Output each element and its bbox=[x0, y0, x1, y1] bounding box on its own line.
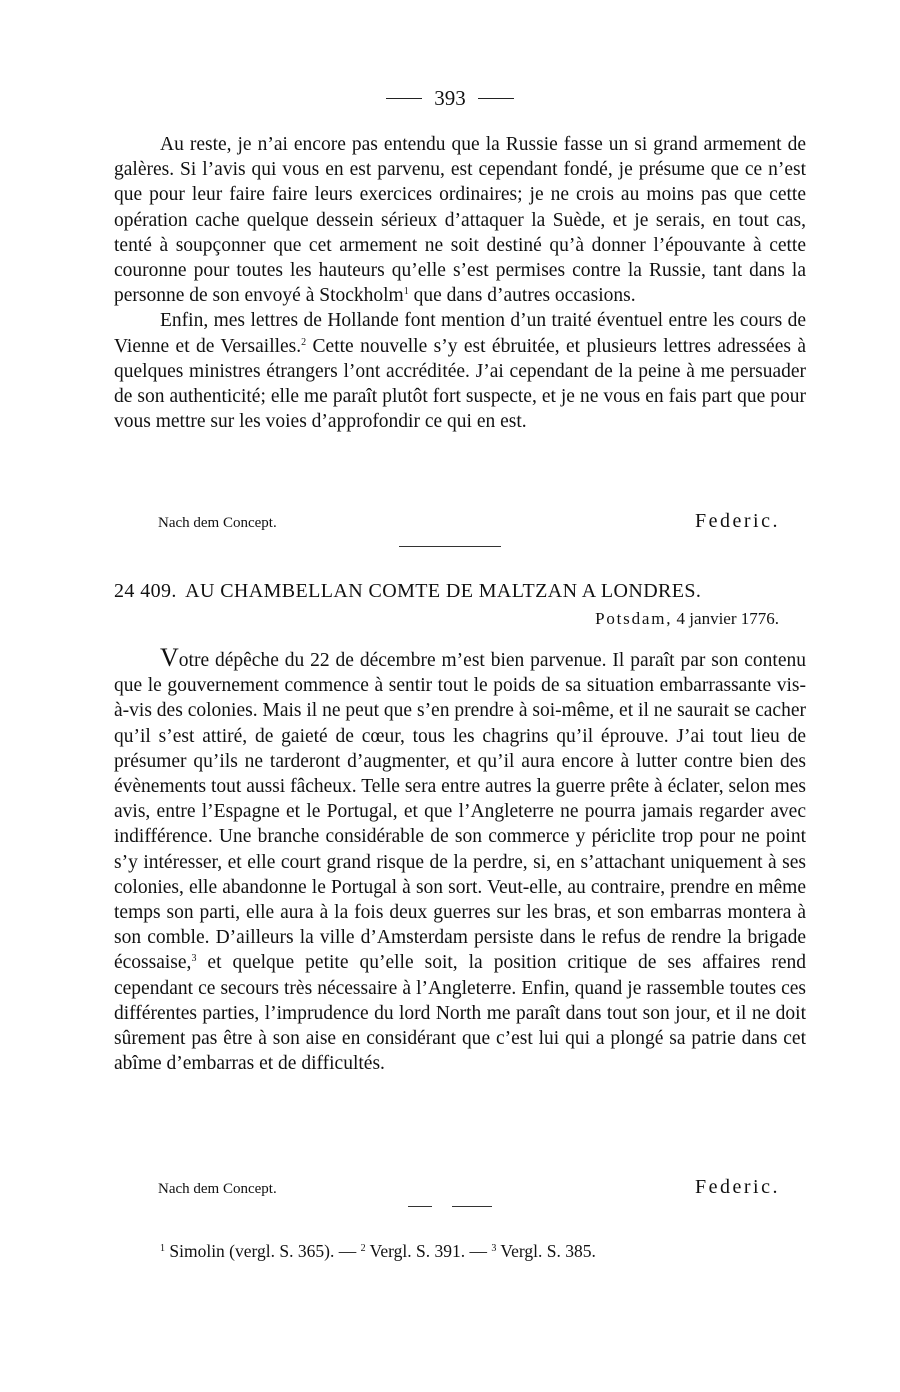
letter-title: AU CHAMBELLAN COMTE DE MALTZAN A LONDRES. bbox=[185, 580, 702, 602]
letter-heading bbox=[114, 578, 806, 604]
letter-1-paragraph-2: Enfin, mes lettres de Hollande font mention d’un traité éventuel entre les cours de Vienne et de Versailles.$^2$ Cette nouvelle s’y est ébruitée, et plusieurs lettres adressées à quelques ministres étrangers l’ont accréditée. J’ai cependant de la peine à me persuader de son authenticité; elle me paraît plutôt fort suspecte, et je ne vous en fais part que pour vous mettre sur les voies d’approfondir ce qui en est. bbox=[114, 310, 807, 433]
letter-1-paragraph-1: Au reste, je n’ai encore pas entendu que la Russie fasse un si grand armement de galères. Si l’avis qui vous en est parvenu, est cependant fondé, je présume que ce n’est que pour leur faire faire leurs exercices ordinaires; je ne crois au moins pas que cette opération cache quelque dessein sérieux d’attaquer la Suède, et je serais, en tout cas, tenté à soupçonner que cet armement ne soit destiné qu’à donner l’épouvante à cette couronne pour toutes les hauteurs qu’elle s’est permises contre la Russie, tant dans la personne de son envoyé à Stockholm$^1$ que dans d’autres occasions. bbox=[114, 134, 806, 307]
section-separator bbox=[399, 546, 501, 547]
source-note: Nach dem Concept. bbox=[158, 1181, 277, 1197]
letter-1-body bbox=[114, 132, 806, 434]
footnote-separator bbox=[0, 1206, 900, 1207]
page-number: 393 bbox=[434, 86, 466, 110]
source-note: Nach dem Concept. bbox=[158, 515, 277, 531]
header-rule-right bbox=[478, 98, 514, 99]
signature: Federic. bbox=[695, 510, 780, 532]
page-header bbox=[0, 86, 900, 110]
letter-2-body bbox=[114, 645, 806, 1076]
footnote-2: $^2$ Vergl. S. 391. bbox=[360, 1241, 466, 1261]
dateline bbox=[0, 607, 779, 631]
footnote-3: $^3$ Vergl. S. 385. bbox=[491, 1241, 596, 1261]
footnotes bbox=[160, 1239, 780, 1263]
letter-1-closing bbox=[114, 510, 780, 533]
footnote-ref-3: 3 bbox=[191, 953, 197, 965]
letter-number: 24 409. bbox=[114, 580, 177, 602]
footnote-1: $^1$ Simolin (vergl. S. 365). bbox=[160, 1241, 335, 1261]
dateline-date: 4 janvier 1776. bbox=[676, 609, 779, 628]
header-rule-left bbox=[386, 98, 422, 99]
footnote-dash: — bbox=[465, 1241, 492, 1261]
footnote-dash: — bbox=[334, 1241, 361, 1261]
footnote-ref-2: 2 bbox=[301, 336, 307, 348]
initial-letter: V bbox=[160, 643, 179, 672]
letter-2-closing bbox=[114, 1176, 780, 1199]
dateline-place: Potsdam, bbox=[595, 609, 673, 628]
signature: Federic. bbox=[695, 1176, 780, 1198]
footnote-ref-1: 1 bbox=[403, 286, 409, 298]
letter-2-paragraph: Votre dépêche du 22 de décembre m’est bien parvenue. Il paraît par son contenu que le gouvernement commence à sentir tout le poids de sa situation embarrassante vis-à-vis des colonies. Mais il ne peut que s’en prendre à soi-même, et il ne saurait se cacher qu’il s’est attiré, de gaieté de cœur, tous les chagrins qu’il éprouve. J’ai tout lieu de présumer qu’ils ne tarderont d’augmenter, et qu’il aura encore à lutter contre bien des évènements tout aussi fâcheux. Telle sera entre autres la guerre prête à éclater, selon mes avis, entre l’Espagne et le Portugal, et que l’Angleterre ne pourra jamais regarder avec indifférence. Une branche considérable de son commerce y périclite trop pour ne point s’y intéresser, et elle court grand risque de la perdre, si, en s’attachant uniquement à ses colonies, elle abandonne le Portugal à son sort. Veut-elle, au contraire, prendre en même temps son parti, elle aura à la fois deux guerres sur les bras, et son embarras montera à son comble. D’ailleurs la ville d’Amsterdam persiste dans le refus de rendre la brigade écossaise,$^3$ et quelque petite qu’elle soit, la position critique de ses affaires rend cependant ce secours très nécessaire à l’Angleterre. Enfin, quand je rassemble toutes ces différentes parties, l’imprudence du lord North me paraît dans tout son jour, et il ne doit sûrement pas être à son aise en considérant que c’est lui qui a plongé sa patrie dans cet abîme d’embarras et de difficultés. bbox=[114, 643, 806, 1075]
